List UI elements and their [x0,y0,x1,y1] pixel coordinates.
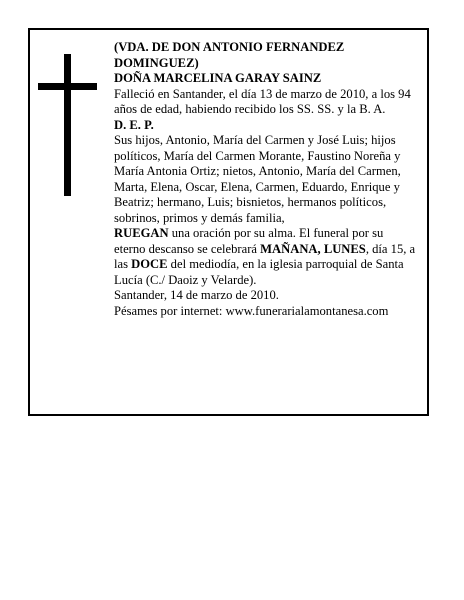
cross-vertical-bar [64,54,71,196]
cross-horizontal-bar [38,83,97,90]
family-list: Sus hijos, Antonio, María del Carmen y José Luis; hijos políticos, María del Carmen Morante, Faustino Noreña y María Antonia Ortiz; nietos, Antonio, María del Carmen, Marta, Elena, Oscar, Elena, Carmen, Eduardo, Enrique y Beatriz; hermano, Luis; bisnietos, hermanos políticos, sobrinos, primos y demás familia, [114,133,401,225]
death-info: Falleció en Santander, el día 13 de marzo de 2010, a los 94 años de edad, habiendo recibido los SS. SS. y la B. A. [114,86,411,116]
rip-line: D. E. P. [114,117,154,132]
request-verb: RUEGAN [114,226,169,240]
request-text-3: del mediodía, en la iglesia parroquial de Santa Lucía (C./ Daoiz y Velarde). [114,257,404,287]
request-text-1: una oración por su alma. El funeral por su eterno descanso se celebrará [114,226,384,256]
funeral-request [114,226,416,288]
request-text-2: , día 15, a las [114,241,416,271]
deceased-name: DOÑA MARCELINA GARAY SAINZ [114,71,322,85]
obituary-text [114,40,416,319]
place-date: Santander, 14 de marzo de 2010. [114,288,279,302]
condolences-line: Pésames por internet: www.funerarialamontanesa.com [114,303,389,318]
funeral-hour: DOCE [131,257,168,271]
widow-line: (VDA. DE DON ANTONIO FERNANDEZ DOMINGUEZ) [114,40,345,70]
funeral-day: MAÑANA, LUNES [260,241,366,256]
